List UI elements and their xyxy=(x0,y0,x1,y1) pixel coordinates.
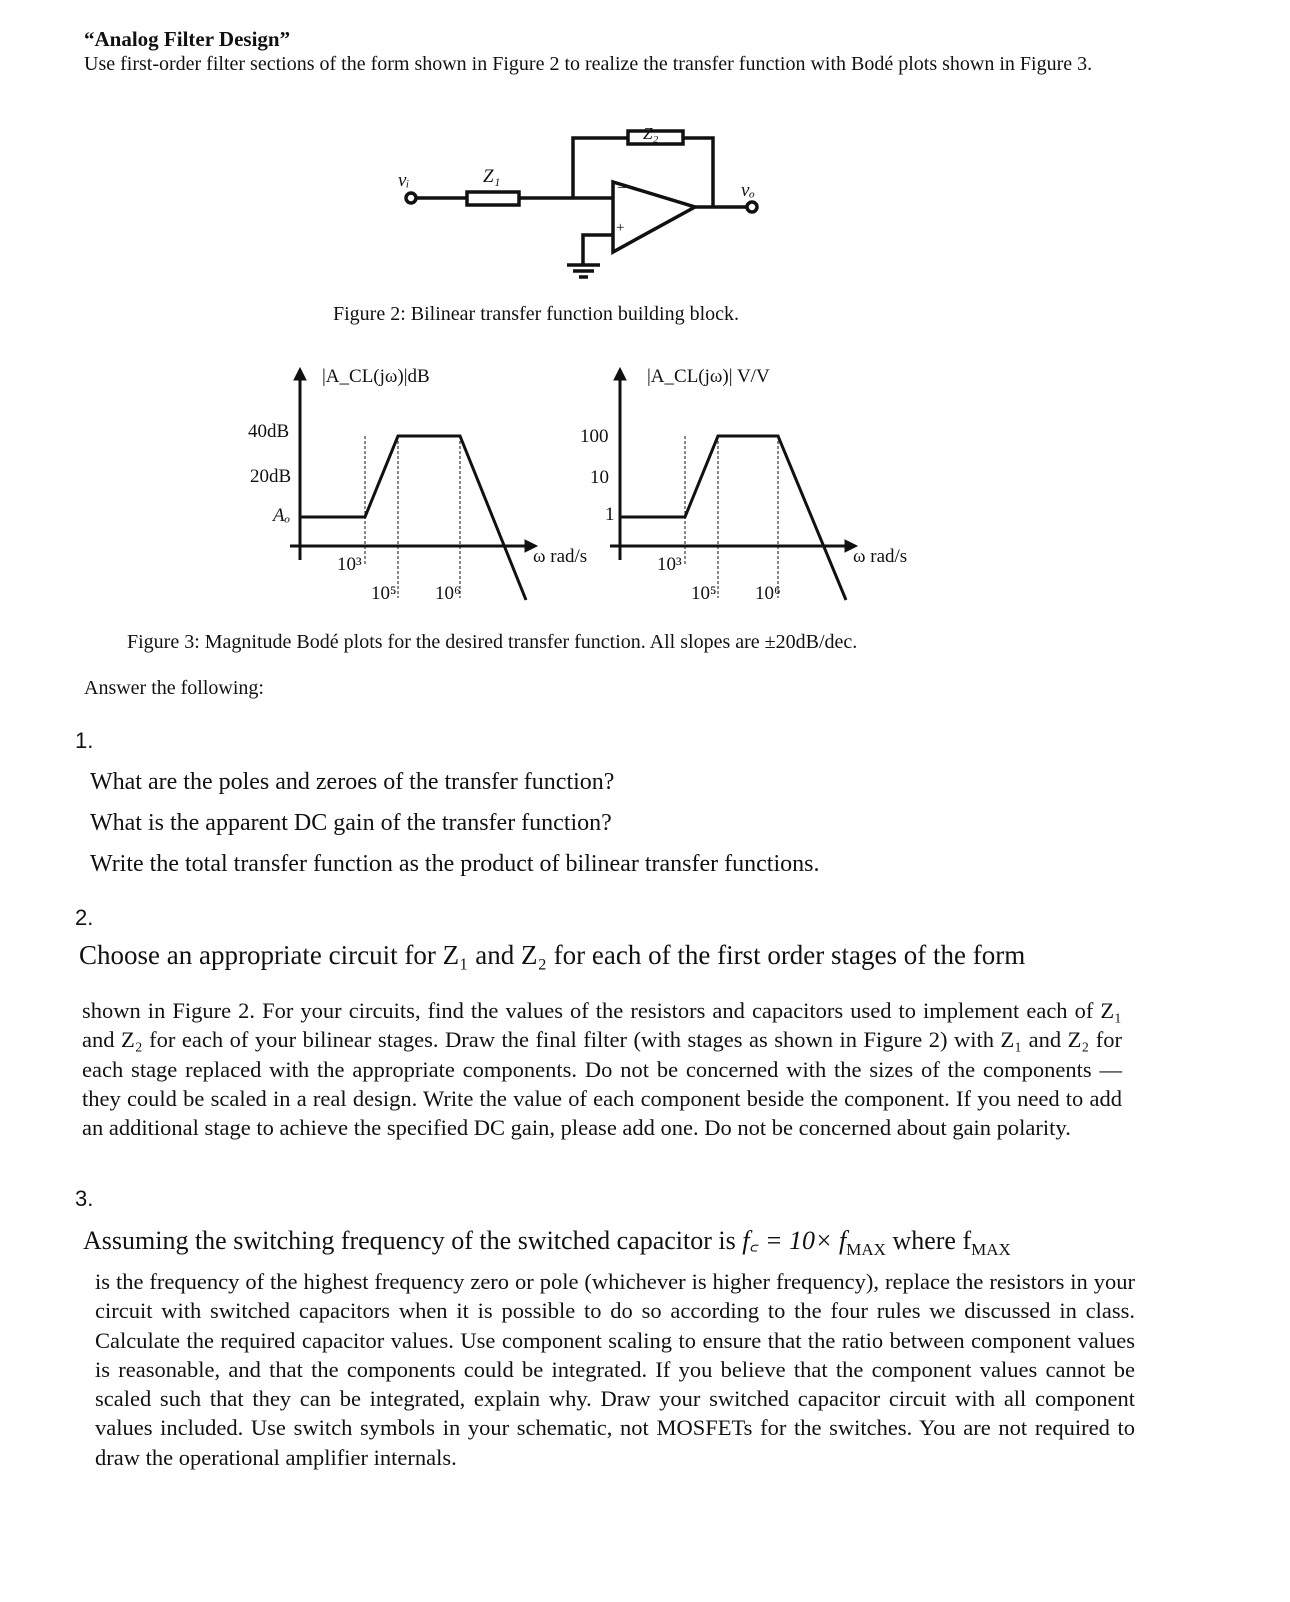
plot-vv xyxy=(610,368,857,600)
z2-label: Z₂ xyxy=(643,124,659,143)
plus-label: + xyxy=(616,220,625,236)
vv-ytick-10: 10 xyxy=(590,467,609,488)
vi-label: vᵢ xyxy=(398,170,410,191)
figure3-caption: Figure 3: Magnitude Bodé plots for the desired transfer function. All slopes are ±20dB/dec. xyxy=(127,631,858,653)
db-xlabel: ω rad/s xyxy=(533,546,588,567)
z1-label: Z₁ xyxy=(483,166,501,187)
figure2-caption: Figure 2: Bilinear transfer function building block. xyxy=(333,303,740,325)
question-3-body: is the frequency of the highest frequency zero or pole (whichever is higher frequency), replace the resistors in your circuit with switched capacitors when it is possible to do so according to the four rules we discussed in class. Calculate the required capacitor values. Use component scaling to ensure that the ratio between component values is reasonable, and that the components could be integrated. If you believe that the component values cannot be scaled such that they can be integrated, explain why. Draw your switched capacitor circuit with all component values included. Use switch symbols in your schematic, not MOSFETs for the switches. You are not required to draw the operational amplifier internals. xyxy=(95,1269,1135,1470)
question-2-heading: Choose an appropriate circuit for Z₁ and Z₂ for each of the first order stages of the form xyxy=(79,940,1026,970)
question-2-number: 2. xyxy=(75,905,94,930)
db-ylabel: |A_CL(jω)|dB xyxy=(322,366,430,387)
question-1-line-1: What are the poles and zeroes of the transfer function? xyxy=(90,769,615,795)
page-title: “Analog Filter Design” xyxy=(84,27,291,51)
question-3-heading xyxy=(83,1221,1011,1260)
vv-xlabel: ω rad/s xyxy=(853,546,908,567)
db-ytick-20: 20dB xyxy=(250,466,292,487)
vv-magnitude-curve xyxy=(620,436,846,600)
question-1-number: 1. xyxy=(75,728,94,753)
db-magnitude-curve xyxy=(300,436,526,600)
answer-intro: Answer the following: xyxy=(84,677,264,699)
question-3-heading-text: Assuming the switching frequency of the switched capacitor is xyxy=(83,1226,743,1255)
question-3-heading-math: f꜀ = 10× f xyxy=(742,1226,847,1255)
db-xtick-1e5: 10⁵ xyxy=(371,583,397,604)
plot-db xyxy=(290,368,537,600)
db-ytick-40: 40dB xyxy=(248,421,290,442)
vv-ytick-100: 100 xyxy=(580,426,609,447)
intro-text: Use first-order filter sections of the form shown in Figure 2 to realize the transfer function with Bodé plots shown in Figure 3. xyxy=(84,53,1093,75)
question-1-line-2: What is the apparent DC gain of the transfer function? xyxy=(90,810,612,836)
vv-ylabel: |A_CL(jω)| V/V xyxy=(647,366,770,387)
vv-xtick-1e3: 10³ xyxy=(657,554,682,575)
question-3-heading-where: where f xyxy=(885,1226,972,1255)
vv-ytick-1: 1 xyxy=(605,504,615,525)
db-xtick-1e6: 10⁶ xyxy=(435,583,461,604)
db-ytick-ao: Aₒ xyxy=(273,505,291,526)
vv-xtick-1e6: 10⁶ xyxy=(755,583,781,604)
question-1-line-3: Write the total transfer function as the product of bilinear transfer functions. xyxy=(90,851,820,877)
question-2-body: shown in Figure 2. For your circuits, find the values of the resistors and capacitors used to implement each of Z₁ and Z₂ for each of your bilinear stages. Draw the final filter (with stages as shown in Figure 2) with Z₁ and Z₂ for each stage replaced with the appropriate components. Do not be concerned with the sizes of the components — they could be scaled in a real design. Write the value of each component beside the component. If you need to add an additional stage to achieve the specified DC gain, please add one. Do not be concerned about gain polarity. xyxy=(82,998,1122,1141)
vv-xtick-1e5: 10⁵ xyxy=(691,583,717,604)
vo-label: vₒ xyxy=(741,180,755,201)
minus-label: − xyxy=(617,180,627,197)
question-3-heading-sub2: MAX xyxy=(971,1240,1011,1260)
figure3-plots xyxy=(0,0,1290,700)
db-xtick-1e3: 10³ xyxy=(337,554,362,575)
question-3-number: 3. xyxy=(75,1186,94,1211)
question-3-heading-sub: MAX xyxy=(846,1240,886,1260)
